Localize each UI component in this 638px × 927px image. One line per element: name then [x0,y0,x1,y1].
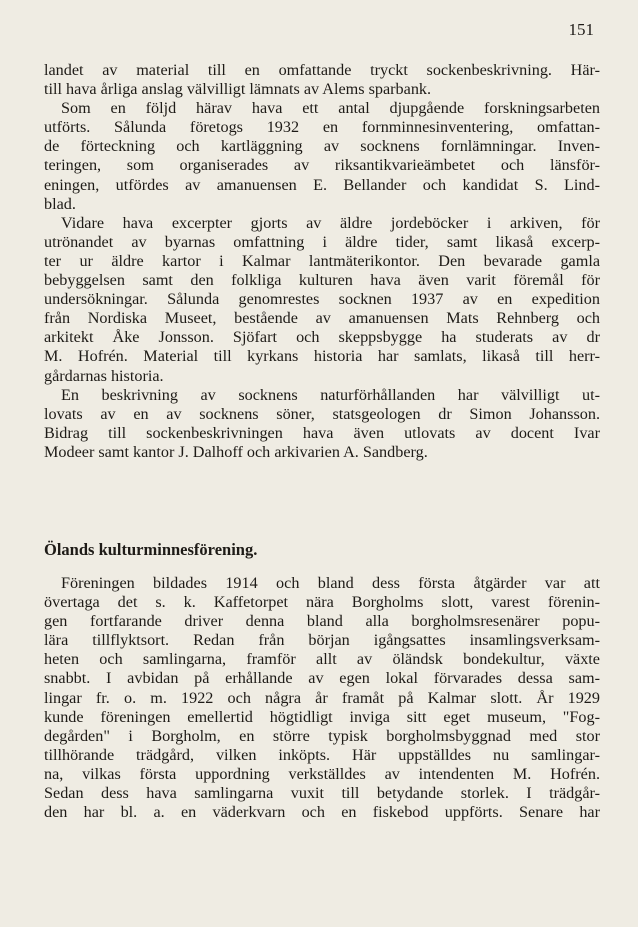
text-line: Som en följd härav hava ett antal djupgående forskningsarbeten [61,99,600,118]
text-line: arkitekt Åke Jonsson. Sjöfart och skeppsbygge ha studerats av dr [44,328,600,347]
text-line: bebyggelsen samt den folkliga kulturen hava även varit föremål för [44,271,600,290]
text-line: lingar fr. o. m. 1922 och några år framåt på Kalmar slott. År 1929 [44,688,600,707]
text-line: teringen, som organiserades av riksantikvarieämbetet och länsför- [44,156,600,175]
section-heading: Ölands kulturminnesförening. [44,540,258,559]
text-line: utrönandet av byarnas omfattning i äldre tider, samt likaså excerp- [44,232,600,251]
text-line: na, vilkas första uppordning verkställdes av intendenten M. Hofrén. [44,764,600,783]
text-line: utförts. Sålunda företogs 1932 en fornminnesinventering, omfattan- [44,118,600,137]
text-line: lovats av en av socknens söner, statsgeologen dr Simon Johansson. [44,404,600,423]
text-line: till hava årliga anslag välvilligt lämnats av Alems sparbank. [44,80,432,99]
text-line: kunde föreningen emellertid högtidligt inviga sitt eget museum, "Fog- [44,707,600,726]
text-line: de förteckning och kartläggning av socknens fornlämningar. Inven- [44,137,600,156]
text-line: Föreningen bildades 1914 och bland dess första åtgärder var att [61,574,600,592]
text-line: lära tillflyktsort. Redan från början igångsattes insamlingsverksam- [44,631,600,650]
text-line: Vidare hava excerpter gjorts av äldre jordeböcker i arkiven, för [61,213,600,232]
text-line: Bidrag till sockenbeskrivningen hava även utlovats av docent Ivar [44,423,600,442]
section-kulturminnesforening [44,574,600,822]
text-line: övertaga det s. k. Kaffetorpet nära Borgholms slott, varest förenin- [44,593,600,612]
text-line: snabbt. I avbidan på erhållande av egen lokal förvarades dessa sam- [44,669,600,688]
text-line: Sedan dess hava samlingarna vuxit till betydande storlek. I trädgår- [44,784,600,803]
text-line: gårdarnas historia. [44,366,164,385]
text-line: eningen, utfördes av amanuensen E. Bellander och kandidat S. Lind- [44,175,600,194]
text-line: heten och samlingarna, framför allt av öländsk bondekultur, växte [44,650,600,669]
text-line: tillhörande trädgård, vilken inköpts. Här uppställdes nu samlingar- [44,745,600,764]
text-line: degården" i Borgholm, en större typisk borgholmsbyggnad med stor [44,726,600,745]
text-line: En beskrivning av socknens naturförhållanden har välvilligt ut- [61,385,600,404]
page-number: 151 [568,20,594,39]
text-line: Modeer samt kantor J. Dalhoff och arkivarien A. Sandberg. [44,442,428,461]
text-line: gen fortfarande driver denna bland alla borgholmsresenärer popu- [44,612,600,631]
text-line: blad. [44,194,76,213]
text-line: från Nordiska Museet, bestående av amanuensen Mats Rehnberg och [44,309,600,328]
text-line: undersökningar. Sålunda genomrestes socknen 1937 av en expedition [44,290,600,309]
section-parish-description [44,61,600,462]
text-line: landet av material till en omfattande tryckt sockenbeskrivning. Här- [44,61,600,79]
text-line: den har bl. a. en väderkvarn och en fiskebod uppförts. Senare har [44,803,600,822]
text-line: ter ur äldre kartor i Kalmar lantmäterikontor. Den bevarade gamla [44,251,600,270]
text-line: M. Hofrén. Material till kyrkans historia har samlats, likaså till herr- [44,347,600,366]
